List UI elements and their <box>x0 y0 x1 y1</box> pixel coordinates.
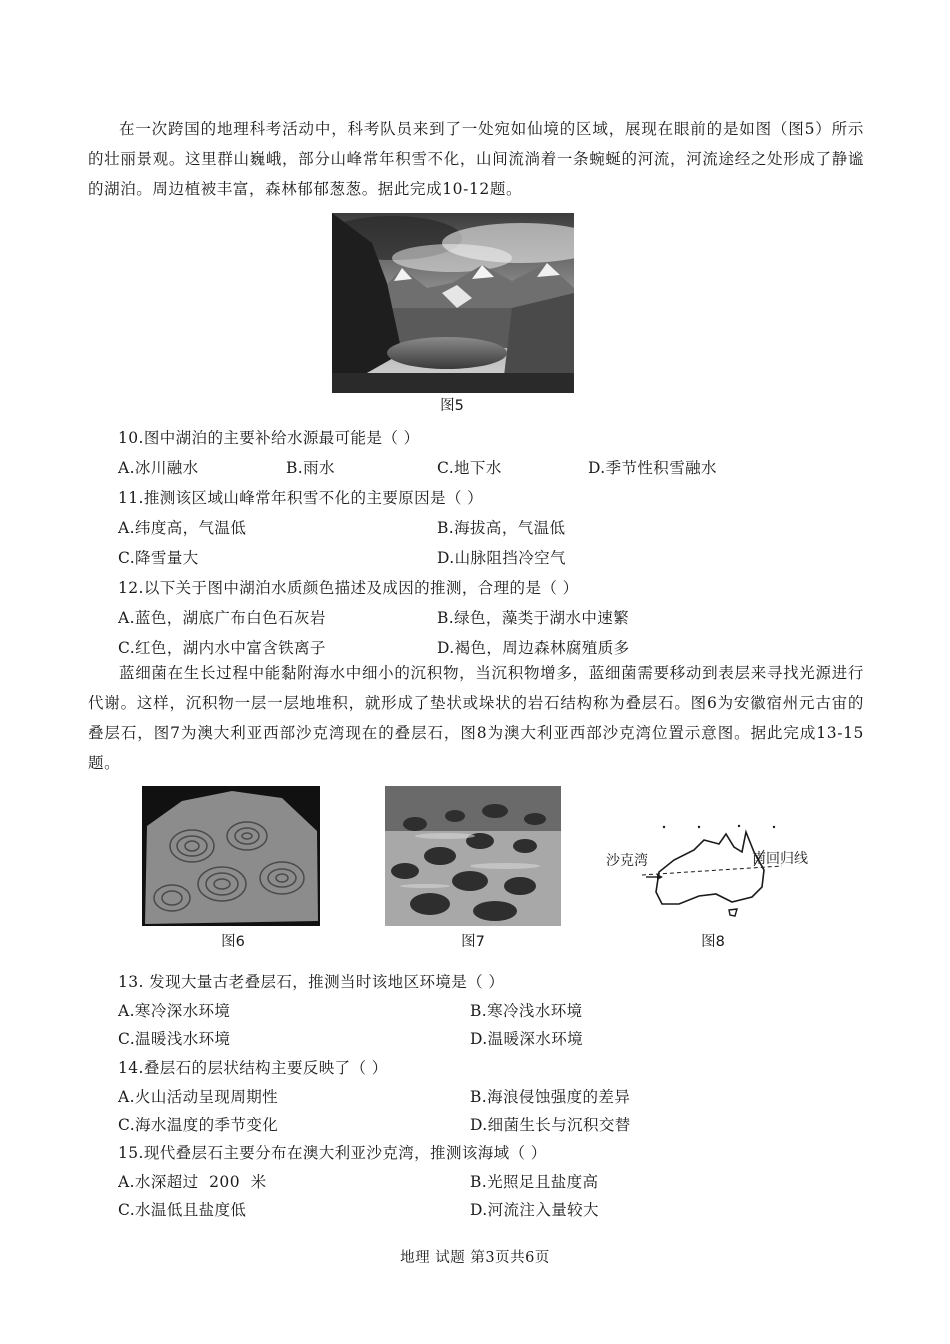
question-11-option-b: B.海拔高，气温低 <box>437 519 566 537</box>
question-10-option-c: C.地下水 <box>437 459 502 477</box>
question-12-stem: 12.以下关于图中湖泊水质颜色描述及成因的推测，合理的是（ ） <box>118 579 579 597</box>
figure-6-stromatolite-photo <box>142 786 320 926</box>
figure-8-caption: 图8 <box>701 934 725 950</box>
question-11-option-d: D.山脉阻挡冷空气 <box>437 549 566 567</box>
question-12-option-b: B.绿色，藻类于湖水中速繁 <box>437 609 630 627</box>
question-15-option-c: C.水温低且盐度低 <box>118 1201 247 1219</box>
question-13-option-d: D.温暖深水环境 <box>470 1030 584 1048</box>
figure-6-caption: 图6 <box>221 934 245 950</box>
question-14-option-d: D.细菌生长与沉积交替 <box>470 1116 631 1134</box>
question-14-option-c: C.海水温度的季节变化 <box>118 1116 279 1134</box>
question-14-option-a: A.火山活动呈现周期性 <box>118 1088 279 1106</box>
question-13-option-a: A.寒冷深水环境 <box>118 1002 231 1020</box>
question-11-option-c: C.降雪量大 <box>118 549 199 567</box>
question-10-stem: 10.图中湖泊的主要补给水源最可能是（ ） <box>118 429 420 447</box>
question-12-option-c: C.红色，湖内水中富含铁离子 <box>118 639 326 657</box>
figure-8-label-tropic-of-capricorn: 南回归线 <box>752 851 808 867</box>
figure-8-australia-map <box>604 822 824 922</box>
question-15-stem: 15.现代叠层石主要分布在澳大利亚沙克湾，推测该海域（ ） <box>118 1144 547 1162</box>
passage-2: 蓝细菌在生长过程中能黏附海水中细小的沉积物，当沉积物增多，蓝细菌需要移动到表层来寻找光源进行代谢。这样，沉积物一层一层地堆积，就形成了垫状或垛状的岩石结构称为叠层石。图6为安徽宿州元古宙的叠层石，图7为澳大利亚西部沙克湾现在的叠层石，图8为澳大利亚西部沙克湾位置示意图。据此完成13-15题。 <box>88 664 864 772</box>
page-footer: 地理 试题 第3页共6页 <box>400 1250 550 1266</box>
figure-5-caption: 图5 <box>440 398 464 414</box>
figure-8-label-shark-bay: 沙克湾 <box>606 853 648 869</box>
question-14-option-b: B.海浪侵蚀强度的差异 <box>470 1088 631 1106</box>
question-10-option-a: A.冰川融水 <box>118 459 199 477</box>
question-13-stem: 13. 发现大量古老叠层石，推测当时该地区环境是（ ） <box>118 973 505 991</box>
question-13-option-b: B.寒冷浅水环境 <box>470 1002 583 1020</box>
question-15-option-b: B.光照足且盐度高 <box>470 1173 599 1191</box>
question-11-option-a: A.纬度高，气温低 <box>118 519 247 537</box>
question-10-option-b: B.雨水 <box>286 459 335 477</box>
figure-7-caption: 图7 <box>461 934 485 950</box>
passage-1: 在一次跨国的地理科考活动中，科考队员来到了一处宛如仙境的区域，展现在眼前的是如图（图5）所示的壮丽景观。这里群山巍峨，部分山峰常年积雪不化，山间流淌着一条蜿蜒的河流，河流途经之处形成了静谧的湖泊。周边植被丰富，森林郁郁葱葱。据此完成10-12题。 <box>88 120 864 198</box>
question-12-option-d: D.褐色，周边森林腐殖质多 <box>437 639 630 657</box>
question-12-option-a: A.蓝色，湖底广布白色石灰岩 <box>118 609 326 627</box>
question-13-option-c: C.温暖浅水环境 <box>118 1030 231 1048</box>
question-15-option-a: A.水深超过 200 米 <box>118 1173 267 1191</box>
question-11-stem: 11.推测该区域山峰常年积雪不化的主要原因是（ ） <box>118 489 484 507</box>
question-14-stem: 14.叠层石的层状结构主要反映了（ ） <box>118 1059 388 1077</box>
figure-7-stromatolite-photo <box>385 786 561 926</box>
question-10-option-d: D.季节性积雪融水 <box>588 459 717 477</box>
figure-5-landscape-photo <box>332 213 574 393</box>
question-15-option-d: D.河流注入量较大 <box>470 1201 599 1219</box>
